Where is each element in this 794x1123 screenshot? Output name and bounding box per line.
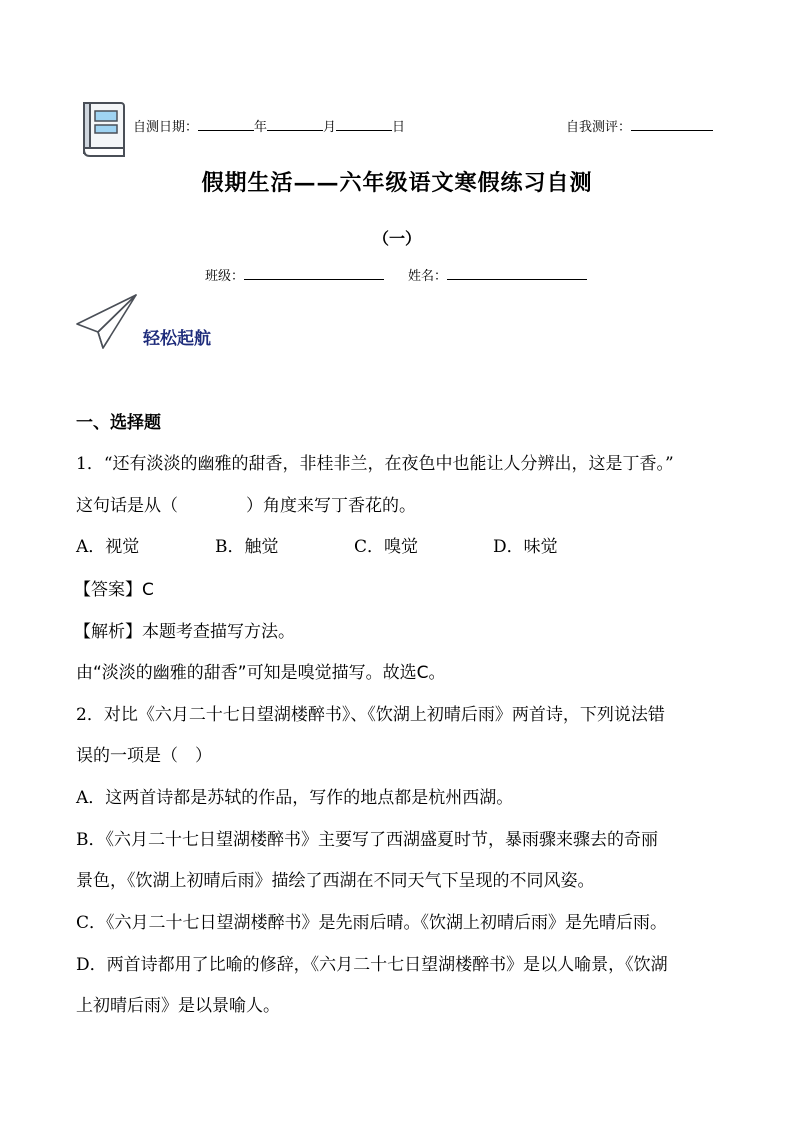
book-icon [80, 100, 130, 160]
month-blank[interactable] [267, 116, 323, 131]
day-label: 日 [392, 120, 406, 135]
test-date-row [133, 116, 405, 135]
class-blank[interactable] [244, 265, 384, 280]
q2-option-b-line-2: 景色，《饮湖上初晴后雨》描绘了西湖在不同天气下呈现的不同风姿。 [76, 871, 595, 891]
q2-option-b-line-1: B．《六月二十七日望湖楼醉书》主要写了西湖盛夏时节，暴雨骤来骤去的奇丽 [76, 830, 658, 850]
q1-explanation: 由“淡淡的幽雅的甜香”可知是嗅觉描写。故选C。 [76, 663, 446, 683]
q2-option-d-line-1: D．两首诗都用了比喻的修辞，《六月二十七日望湖楼醉书》是以人喻景，《饮湖 [76, 955, 668, 975]
q2-option-c: C．《六月二十七日望湖楼醉书》是先雨后晴。《饮湖上初晴后雨》是先晴后雨。 [76, 913, 668, 933]
q2-line-2: 误的一项是（ ） [76, 746, 212, 766]
page-title: 假期生活——六年级语文寒假练习自测 [201, 170, 593, 196]
name-blank[interactable] [447, 265, 587, 280]
day-blank[interactable] [336, 116, 392, 131]
paper-plane-icon [74, 292, 140, 352]
class-field [205, 265, 384, 284]
self-eval-blank[interactable] [631, 116, 713, 131]
q2-line-1: 2．对比《六月二十七日望湖楼醉书》、《饮湖上初晴后雨》两首诗，下列说法错 [76, 705, 665, 725]
q2-option-a: A．这两首诗都是苏轼的作品，写作的地点都是杭州西湖。 [76, 788, 514, 808]
self-eval-row [566, 116, 713, 135]
month-label: 月 [323, 120, 337, 135]
section-label: 轻松起航 [143, 329, 211, 349]
self-eval-label: 自我测评： [566, 120, 632, 135]
q1-line-2: 这句话是从（ ）角度来写丁香花的。 [76, 496, 416, 516]
q1-option-d: D．味觉 [493, 537, 558, 557]
name-field [408, 265, 587, 284]
part-heading: 一、选择题 [76, 413, 161, 433]
year-blank[interactable] [198, 116, 254, 131]
q1-analysis: 【解析】本题考查描写方法。 [74, 622, 295, 642]
class-label: 班级： [205, 269, 245, 284]
page-subtitle: （一） [372, 229, 421, 248]
q1-option-b: B．触觉 [215, 537, 279, 557]
q1-answer: 【答案】C [74, 580, 154, 600]
q1-option-a: A．视觉 [76, 537, 140, 557]
date-label: 自测日期： [133, 120, 199, 135]
q1-option-c: C．嗅觉 [354, 537, 419, 557]
name-label: 姓名： [408, 269, 448, 284]
year-label: 年 [254, 120, 268, 135]
q1-line-1: 1．“还有淡淡的幽雅的甜香，非桂非兰，在夜色中也能让人分辨出，这是丁香。” [76, 454, 674, 474]
q2-option-d-line-2: 上初晴后雨》是以景喻人。 [76, 996, 280, 1016]
q1-options [76, 532, 558, 557]
